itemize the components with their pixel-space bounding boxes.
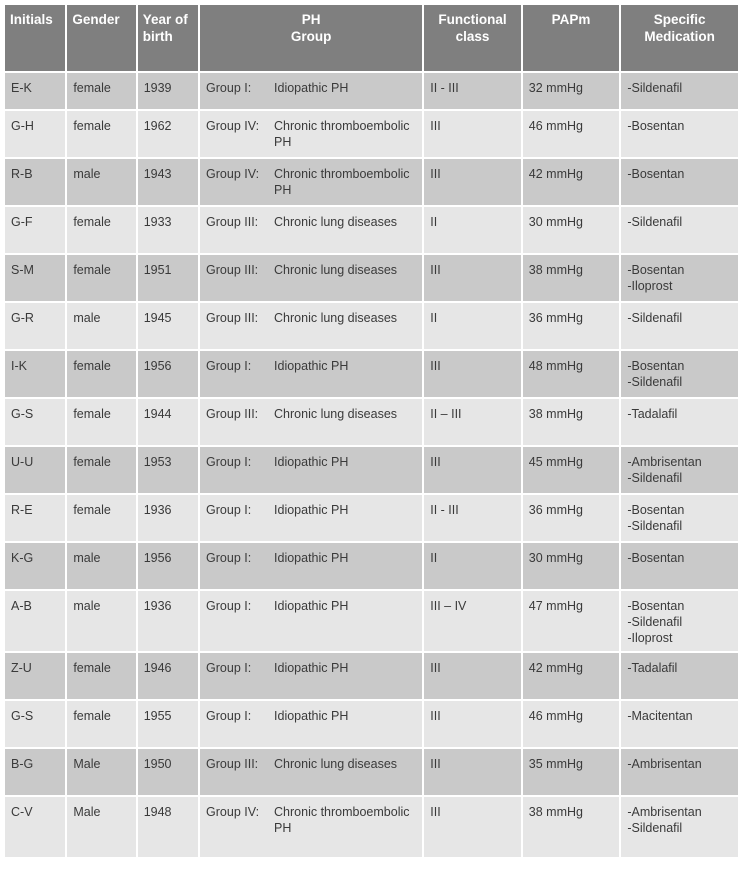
cell-ph-group <box>200 111 422 157</box>
cell-papm: 38 mmHg <box>523 255 620 301</box>
ph-group-label: Group I: <box>206 551 252 565</box>
table-row <box>5 207 738 253</box>
cell-papm: 46 mmHg <box>523 111 620 157</box>
medication-item: -Tadalafil <box>627 407 678 421</box>
cell-gender: male <box>67 159 135 205</box>
cell-initials: G-S <box>5 399 65 445</box>
medication-item: -Ambrisentan <box>627 455 702 469</box>
cell-gender: Male <box>67 797 135 857</box>
cell-year-of-birth: 1936 <box>138 591 198 651</box>
cell-initials: G-R <box>5 303 65 349</box>
table-row <box>5 653 738 699</box>
cell-year-of-birth: 1962 <box>138 111 198 157</box>
cell-gender: female <box>67 495 135 541</box>
cell-year-of-birth: 1956 <box>138 543 198 589</box>
table-row <box>5 701 738 747</box>
cell-papm: 30 mmHg <box>523 207 620 253</box>
cell-ph-group <box>200 159 422 205</box>
cell-papm: 47 mmHg <box>523 591 620 651</box>
cell-ph-group <box>200 495 422 541</box>
cell-specific-medication <box>621 447 738 493</box>
header-initials: Initials <box>5 5 65 71</box>
ph-group-label: Group III: <box>206 757 259 771</box>
cell-functional-class: II - III <box>424 495 521 541</box>
header-specific-medication: Specific Medication <box>621 5 738 71</box>
cell-specific-medication <box>621 207 738 253</box>
cell-papm: 30 mmHg <box>523 543 620 589</box>
cell-gender: female <box>67 653 135 699</box>
cell-specific-medication <box>621 591 738 651</box>
medication-item: -Bosentan <box>627 167 685 181</box>
cell-ph-group <box>200 749 422 795</box>
table-row <box>5 303 738 349</box>
ph-group-label: Group III: <box>206 263 259 277</box>
medication-item: -Iloprost <box>627 631 673 645</box>
cell-functional-class: II <box>424 207 521 253</box>
cell-specific-medication <box>621 303 738 349</box>
cell-ph-group <box>200 591 422 651</box>
cell-papm: 48 mmHg <box>523 351 620 397</box>
cell-initials: G-S <box>5 701 65 747</box>
cell-ph-group <box>200 207 422 253</box>
ph-diagnosis: Chronic thromboembolic PH <box>274 119 410 149</box>
cell-papm: 36 mmHg <box>523 303 620 349</box>
cell-functional-class: III <box>424 159 521 205</box>
ph-diagnosis: Chronic lung diseases <box>274 311 398 325</box>
cell-initials: G-F <box>5 207 65 253</box>
cell-specific-medication <box>621 701 738 747</box>
ph-group-label: Group IV: <box>206 805 260 819</box>
medication-item: -Tadalafil <box>627 661 678 675</box>
table-row <box>5 591 738 651</box>
cell-initials: R-B <box>5 159 65 205</box>
cell-initials: S-M <box>5 255 65 301</box>
cell-initials: G-H <box>5 111 65 157</box>
cell-specific-medication <box>621 159 738 205</box>
cell-functional-class: III <box>424 701 521 747</box>
cell-specific-medication <box>621 111 738 157</box>
cell-ph-group <box>200 73 422 109</box>
ph-group-label: Group IV: <box>206 167 260 181</box>
cell-ph-group <box>200 797 422 857</box>
ph-group-label: Group I: <box>206 81 252 95</box>
cell-specific-medication <box>621 399 738 445</box>
cell-initials: K-G <box>5 543 65 589</box>
ph-group-label: Group I: <box>206 709 252 723</box>
patient-table <box>3 3 740 859</box>
medication-item: -Bosentan <box>627 599 685 613</box>
ph-group-label: Group I: <box>206 359 252 373</box>
cell-specific-medication <box>621 653 738 699</box>
medication-item: -Sildenafil <box>627 519 683 533</box>
cell-initials: I-K <box>5 351 65 397</box>
cell-specific-medication <box>621 749 738 795</box>
cell-functional-class: III <box>424 447 521 493</box>
ph-group-label: Group I: <box>206 599 252 613</box>
cell-year-of-birth: 1953 <box>138 447 198 493</box>
cell-year-of-birth: 1939 <box>138 73 198 109</box>
cell-functional-class: III <box>424 797 521 857</box>
cell-year-of-birth: 1945 <box>138 303 198 349</box>
cell-functional-class: III <box>424 111 521 157</box>
cell-specific-medication <box>621 495 738 541</box>
header-gender: Gender <box>67 5 135 71</box>
cell-initials: E-K <box>5 73 65 109</box>
medication-item: -Bosentan <box>627 551 685 565</box>
ph-diagnosis: Idiopathic PH <box>274 81 349 95</box>
medication-item: -Sildenafil <box>627 821 683 835</box>
medication-item: -Bosentan <box>627 503 685 517</box>
cell-functional-class: III <box>424 255 521 301</box>
cell-gender: female <box>67 207 135 253</box>
cell-functional-class: II <box>424 303 521 349</box>
ph-diagnosis: Chronic thromboembolic PH <box>274 167 410 197</box>
table-row <box>5 159 738 205</box>
cell-papm: 36 mmHg <box>523 495 620 541</box>
medication-item: -Ambrisentan <box>627 757 702 771</box>
cell-year-of-birth: 1950 <box>138 749 198 795</box>
cell-year-of-birth: 1955 <box>138 701 198 747</box>
cell-ph-group <box>200 543 422 589</box>
cell-specific-medication <box>621 255 738 301</box>
cell-year-of-birth: 1951 <box>138 255 198 301</box>
ph-group-label: Group I: <box>206 503 252 517</box>
cell-ph-group <box>200 447 422 493</box>
table-row <box>5 543 738 589</box>
ph-diagnosis: Idiopathic PH <box>274 709 349 723</box>
ph-diagnosis: Idiopathic PH <box>274 503 349 517</box>
ph-diagnosis: Idiopathic PH <box>274 599 349 613</box>
cell-papm: 35 mmHg <box>523 749 620 795</box>
table-row <box>5 73 738 109</box>
header-row <box>5 5 738 71</box>
cell-ph-group <box>200 701 422 747</box>
cell-functional-class: II <box>424 543 521 589</box>
cell-gender: female <box>67 447 135 493</box>
table-row <box>5 447 738 493</box>
header-year-of-birth: Year of birth <box>138 5 198 71</box>
table-row <box>5 797 738 857</box>
cell-specific-medication <box>621 797 738 857</box>
ph-group-label: Group IV: <box>206 119 260 133</box>
ph-diagnosis: Idiopathic PH <box>274 661 349 675</box>
cell-ph-group <box>200 351 422 397</box>
medication-item: -Bosentan <box>627 359 685 373</box>
cell-ph-group <box>200 399 422 445</box>
medication-item: -Sildenafil <box>627 375 683 389</box>
table-row <box>5 749 738 795</box>
cell-papm: 42 mmHg <box>523 159 620 205</box>
cell-initials: Z-U <box>5 653 65 699</box>
cell-year-of-birth: 1933 <box>138 207 198 253</box>
ph-group-label: Group III: <box>206 311 259 325</box>
ph-group-label: Group I: <box>206 661 252 675</box>
header-papm: PAPm <box>523 5 620 71</box>
medication-item: -Bosentan <box>627 263 685 277</box>
ph-diagnosis: Idiopathic PH <box>274 551 349 565</box>
cell-year-of-birth: 1943 <box>138 159 198 205</box>
ph-diagnosis: Chronic lung diseases <box>274 215 398 229</box>
ph-diagnosis: Chronic lung diseases <box>274 263 398 277</box>
header-ph-group: PH Group <box>200 5 422 71</box>
ph-group-label: Group I: <box>206 455 252 469</box>
cell-gender: female <box>67 701 135 747</box>
cell-ph-group <box>200 303 422 349</box>
cell-initials: U-U <box>5 447 65 493</box>
medication-item: -Ambrisentan <box>627 805 702 819</box>
cell-specific-medication <box>621 73 738 109</box>
cell-gender: female <box>67 399 135 445</box>
cell-initials: R-E <box>5 495 65 541</box>
cell-functional-class: III <box>424 653 521 699</box>
cell-gender: female <box>67 111 135 157</box>
cell-papm: 42 mmHg <box>523 653 620 699</box>
cell-papm: 38 mmHg <box>523 797 620 857</box>
table-row <box>5 111 738 157</box>
header-functional-class: Functional class <box>424 5 521 71</box>
cell-ph-group <box>200 255 422 301</box>
cell-gender: female <box>67 73 135 109</box>
medication-item: -Sildenafil <box>627 215 683 229</box>
cell-initials: A-B <box>5 591 65 651</box>
cell-papm: 32 mmHg <box>523 73 620 109</box>
medication-item: -Sildenafil <box>627 615 683 629</box>
cell-year-of-birth: 1946 <box>138 653 198 699</box>
cell-gender: female <box>67 255 135 301</box>
ph-diagnosis: Chronic lung diseases <box>274 757 398 771</box>
cell-initials: C-V <box>5 797 65 857</box>
table-row <box>5 399 738 445</box>
table-row <box>5 351 738 397</box>
table-row <box>5 255 738 301</box>
cell-functional-class: III <box>424 749 521 795</box>
cell-initials: B-G <box>5 749 65 795</box>
cell-ph-group <box>200 653 422 699</box>
medication-item: -Sildenafil <box>627 81 683 95</box>
cell-year-of-birth: 1944 <box>138 399 198 445</box>
ph-diagnosis: Idiopathic PH <box>274 455 349 469</box>
cell-papm: 46 mmHg <box>523 701 620 747</box>
medication-item: -Macitentan <box>627 709 693 723</box>
cell-year-of-birth: 1948 <box>138 797 198 857</box>
cell-gender: male <box>67 303 135 349</box>
ph-group-label: Group III: <box>206 407 259 421</box>
ph-diagnosis: Chronic thromboembolic PH <box>274 805 410 835</box>
medication-item: -Bosentan <box>627 119 685 133</box>
cell-gender: Male <box>67 749 135 795</box>
cell-functional-class: II – III <box>424 399 521 445</box>
cell-gender: female <box>67 351 135 397</box>
medication-item: -Iloprost <box>627 279 673 293</box>
cell-functional-class: III – IV <box>424 591 521 651</box>
cell-year-of-birth: 1936 <box>138 495 198 541</box>
cell-specific-medication <box>621 351 738 397</box>
cell-papm: 45 mmHg <box>523 447 620 493</box>
ph-diagnosis: Chronic lung diseases <box>274 407 398 421</box>
cell-year-of-birth: 1956 <box>138 351 198 397</box>
medication-item: -Sildenafil <box>627 471 683 485</box>
medication-item: -Sildenafil <box>627 311 683 325</box>
cell-gender: male <box>67 591 135 651</box>
ph-group-label: Group III: <box>206 215 259 229</box>
ph-diagnosis: Idiopathic PH <box>274 359 349 373</box>
cell-functional-class: III <box>424 351 521 397</box>
cell-functional-class: II - III <box>424 73 521 109</box>
table-row <box>5 495 738 541</box>
cell-gender: male <box>67 543 135 589</box>
cell-papm: 38 mmHg <box>523 399 620 445</box>
cell-specific-medication <box>621 543 738 589</box>
